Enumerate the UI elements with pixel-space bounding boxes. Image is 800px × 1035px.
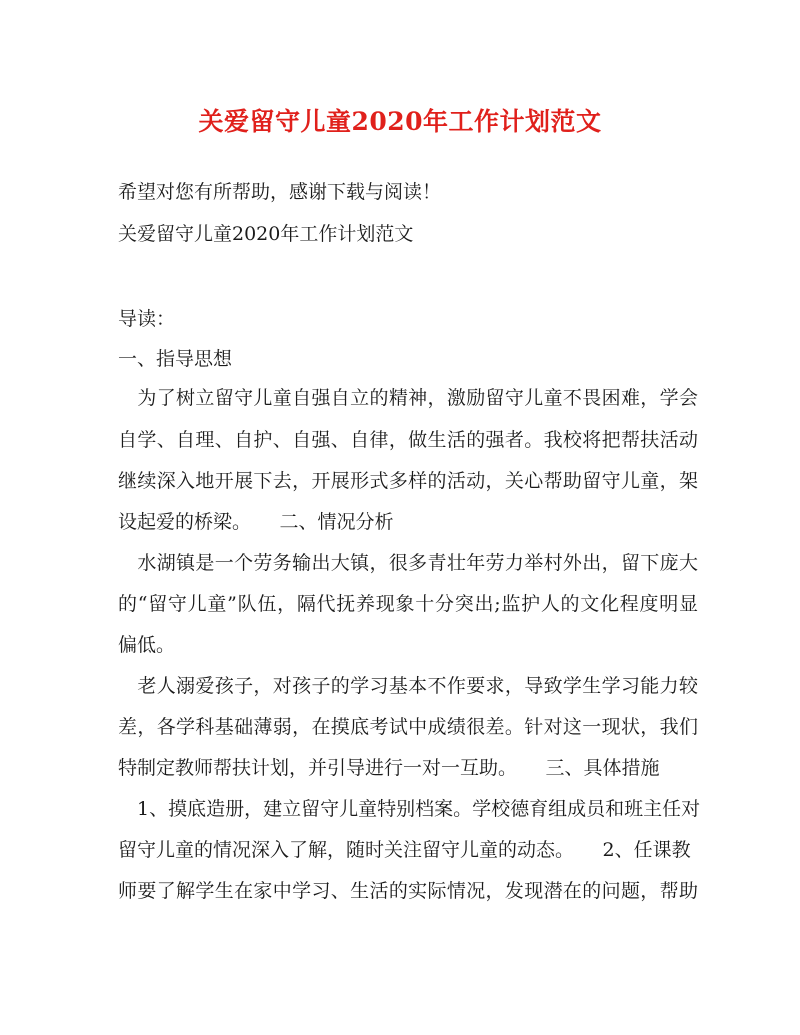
paragraph-line: 偏低。 xyxy=(118,634,176,656)
paragraph-line: 老人溺爱孩子，对孩子的学习基本不作要求，导致学生学习能力较 xyxy=(118,675,698,697)
paragraph-line: 水湖镇是一个劳务输出大镇，很多青壮年劳力举村外出，留下庞大 xyxy=(118,552,698,574)
intro-line: 希望对您有所帮助，感谢下载与阅读！ xyxy=(118,181,442,203)
paragraph-line: 差，各学科基础薄弱，在摸底考试中成绩很差。针对这一现状，我们 xyxy=(118,716,698,738)
paragraph-line: 师要了解学生在家中学习、生活的实际情况，发现潜在的问题，帮助 xyxy=(118,880,698,902)
paragraph-line: 为了树立留守儿童自强自立的精神，激励留守儿童不畏困难，学会 xyxy=(118,387,698,409)
paragraph-line: 设起爱的桥梁。 二、情况分析 xyxy=(118,511,394,533)
document-title: 关爱留守儿童2020年工作计划范文 xyxy=(198,107,602,136)
paragraph-line: 的“留守儿童”队伍，隔代抚养现象十分突出;监护人的文化程度明显 xyxy=(118,593,698,615)
paragraph-line: 特制定教师帮扶计划，并引导进行一对一互助。 三、具体措施 xyxy=(118,757,660,779)
paragraph-line: 1、摸底造册，建立留守儿童特别档案。学校德育组成员和班主任对 xyxy=(118,798,701,820)
section-heading-1: 一、指导思想 xyxy=(118,348,233,370)
paragraph-line: 自学、自理、自护、自强、自律，做生活的强者。我校将把帮扶活动 xyxy=(118,429,698,451)
paragraph-line: 留守儿童的情况深入了解，随时关注留守儿童的动态。 2、任课教 xyxy=(118,839,691,861)
paragraph-line: 继续深入地开展下去，开展形式多样的活动，关心帮助留守儿童，架 xyxy=(118,470,698,492)
subtitle-line: 关爱留守儿童2020年工作计划范文 xyxy=(118,223,414,245)
guide-label: 导读： xyxy=(118,308,176,330)
